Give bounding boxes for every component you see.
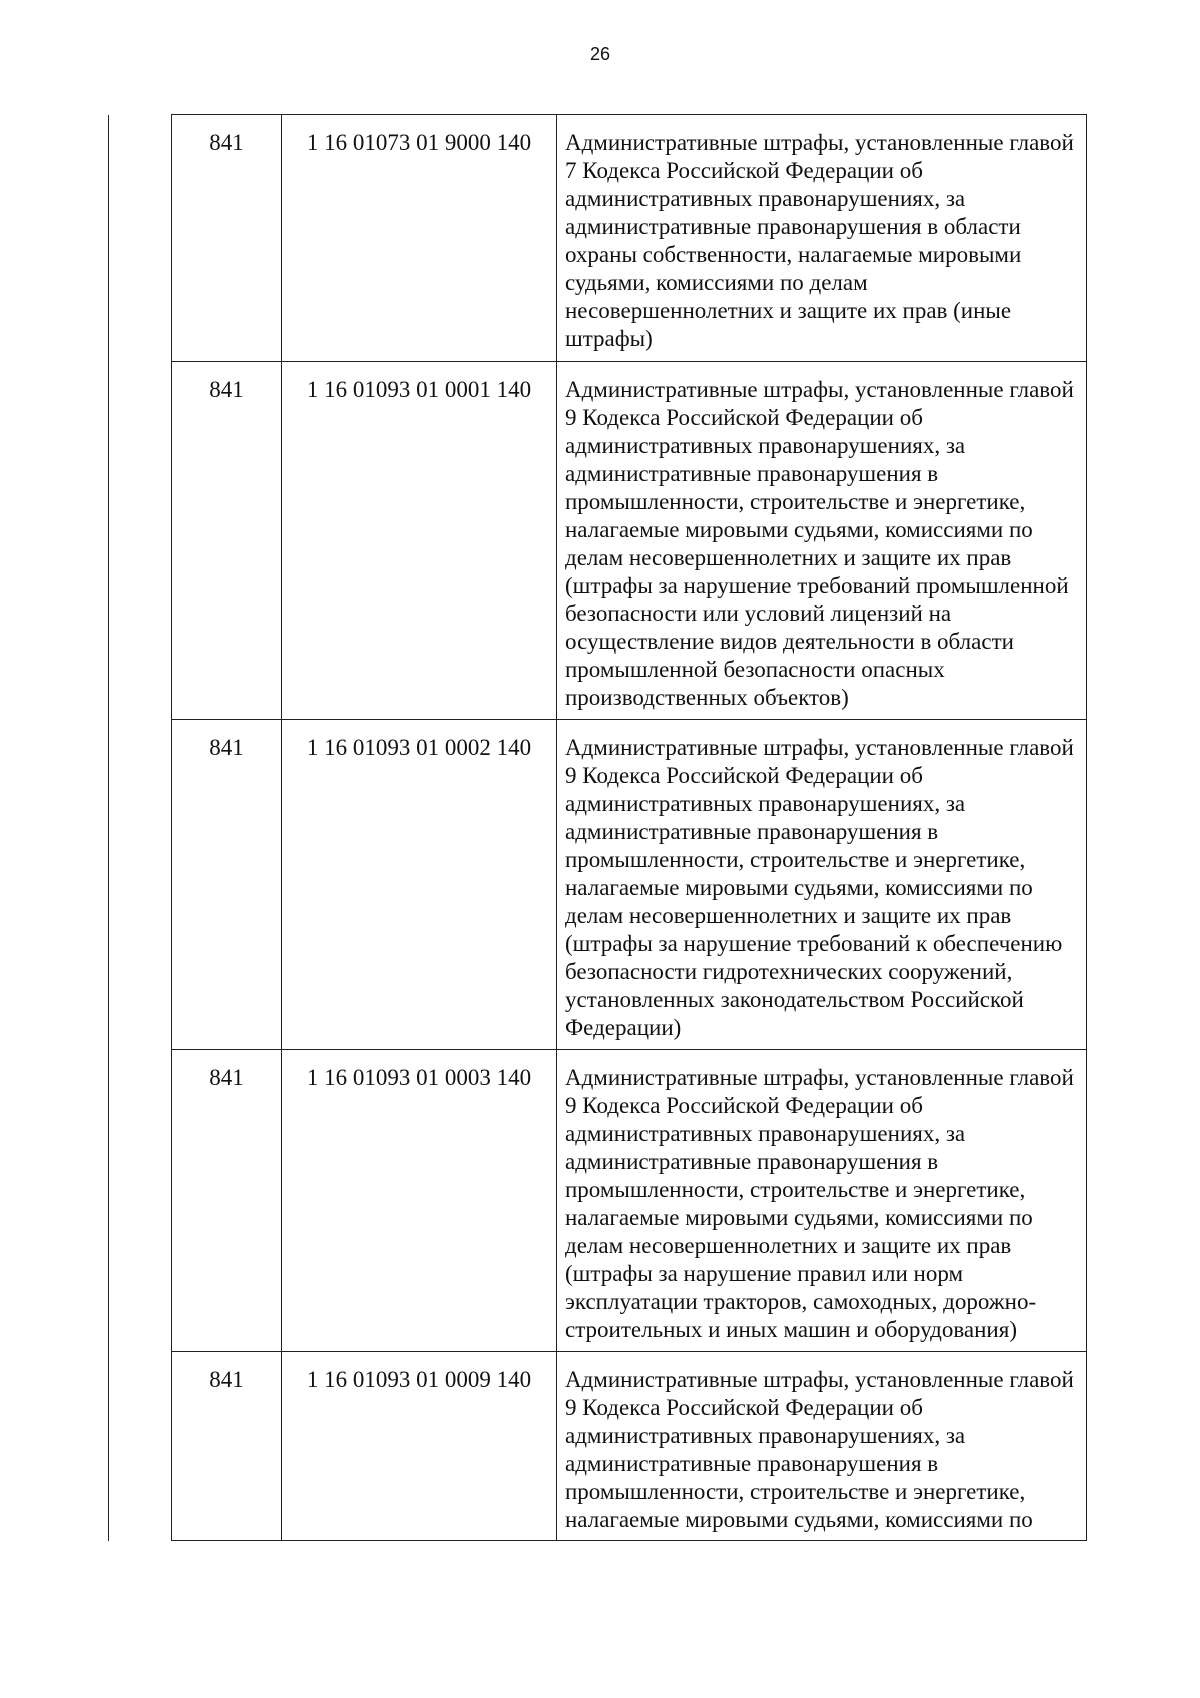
table-row: [109, 720, 1087, 1050]
description-text: Административные штрафы, установленные главой 9 Кодекса Российской Федерации об административных правонарушениях, за административные правонарушения в промышленности, строительстве и энергетике, налагаемые мировыми судьями, комиссиями по: [565, 1367, 1074, 1532]
description-cell: [557, 720, 1087, 1050]
kbk-code-cell: 1 16 01093 01 0003 140: [282, 1050, 557, 1352]
empty-cell: [109, 1352, 172, 1541]
empty-cell: [109, 1050, 172, 1352]
kbk-code-cell: 1 16 01093 01 0001 140: [282, 362, 557, 720]
description-text: Административные штрафы, установленные главой 7 Кодекса Российской Федерации об административных правонарушениях, за административные правонарушения в области охраны собственности, налагаемые мировыми судьями, комиссиями по делам несовершеннолетних и защите их прав (иные штрафы): [565, 130, 1074, 351]
admin-code-cell: 841: [172, 1050, 282, 1352]
description-text: Административные штрафы, установленные главой 9 Кодекса Российской Федерации об административных правонарушениях, за административные правонарушения в промышленности, строительстве и энергетике, налагаемые мировыми судьями, комиссиями по делам несовершеннолетних и защите их прав (штрафы за нарушение требований промышленной безопасности или условий лицензий на осуществление видов деятельности в области промышленной безопасности опасных производственных объектов): [565, 377, 1074, 710]
admin-code-cell: 841: [172, 1352, 282, 1541]
table-row: [109, 1050, 1087, 1352]
admin-code-cell: 841: [172, 115, 282, 362]
description-cell: [557, 1352, 1087, 1541]
table-row: [109, 1352, 1087, 1541]
kbk-code-cell: 1 16 01093 01 0002 140: [282, 720, 557, 1050]
description-cell: [557, 1050, 1087, 1352]
table-row: [109, 115, 1087, 362]
description-text: Административные штрафы, установленные главой 9 Кодекса Российской Федерации об административных правонарушениях, за административные правонарушения в промышленности, строительстве и энергетике, налагаемые мировыми судьями, комиссиями по делам несовершеннолетних и защите их прав (штрафы за нарушение правил или норм эксплуатации тракторов, самоходных, дорожно-строительных и иных машин и оборудования): [565, 1065, 1074, 1342]
kbk-code-cell: 1 16 01073 01 9000 140: [282, 115, 557, 362]
page-number: 26: [589, 44, 611, 64]
description-cell: [557, 362, 1087, 720]
empty-cell: [109, 362, 172, 720]
kbk-code-cell: 1 16 01093 01 0009 140: [282, 1352, 557, 1541]
admin-code-cell: 841: [172, 720, 282, 1050]
description-text: Административные штрафы, установленные главой 9 Кодекса Российской Федерации об административных правонарушениях, за административные правонарушения в промышленности, строительстве и энергетике, налагаемые мировыми судьями, комиссиями по делам несовершеннолетних и защите их прав (штрафы за нарушение требований к обеспечению безопасности гидротехнических сооружений, установленных законодательством Российской Федерации): [565, 735, 1074, 1040]
admin-code-cell: 841: [172, 362, 282, 720]
empty-cell: [109, 115, 172, 362]
budget-classification-table: [108, 114, 1087, 1541]
empty-cell: [109, 720, 172, 1050]
description-cell: [557, 115, 1087, 362]
table-row: [109, 362, 1087, 720]
